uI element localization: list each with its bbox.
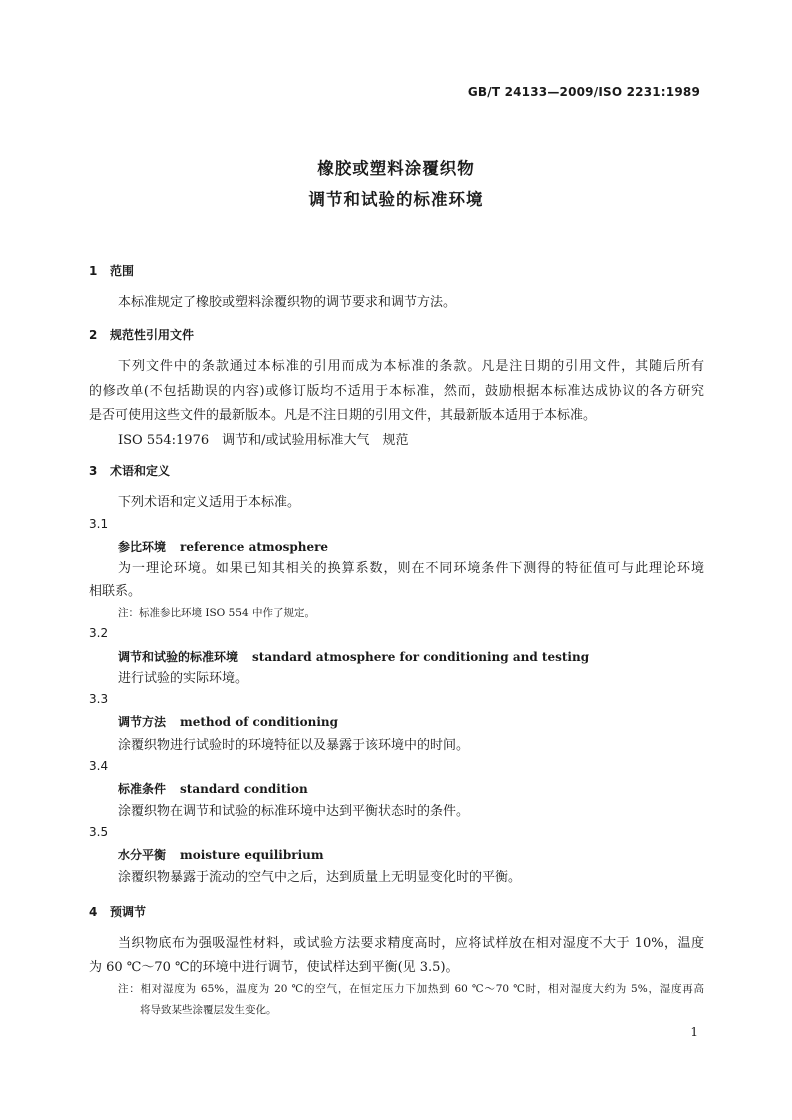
- section-2-para-line3: 是否可使用这些文件的最新版本。凡是不注日期的引用文件，其最新版本适用于本标准。: [89, 408, 597, 423]
- term-3-5: [118, 846, 324, 863]
- definition-3-1-line1: 为一理论环境。如果已知其相关的换算系数，则在不同环境条件下测得的特征值可与此理论环境: [118, 561, 704, 576]
- normative-reference: ISO 554:1976 调节和/或试验用标准大气 规范: [118, 433, 409, 448]
- section-number: 1: [89, 264, 98, 278]
- definition-3-2: 进行试验的实际环境。: [118, 671, 249, 686]
- document-title-line1: 橡胶或塑料涂覆织物: [317, 159, 475, 178]
- section-number: 3: [89, 464, 98, 478]
- section-title: 术语和定义: [110, 464, 171, 478]
- term-en: method of conditioning: [180, 715, 339, 729]
- section-number: 4: [89, 905, 98, 919]
- clause-number-3-1: 3.1: [89, 517, 109, 531]
- note-3-1: 注：标准参比环境 ISO 554 中作了规定。: [118, 607, 316, 619]
- standard-code-header: GB/T 24133—2009/ISO 2231:1989: [467, 85, 700, 99]
- term-zh: 参比环境: [118, 540, 167, 554]
- clause-number-3-2: 3.2: [89, 626, 109, 640]
- section-3-heading: [89, 462, 170, 479]
- section-4-note-line2: 将导致某些涂覆层发生变化。: [140, 1004, 277, 1016]
- clause-number-3-5: 3.5: [89, 825, 109, 839]
- page-number: 1: [690, 1025, 698, 1039]
- term-3-2: [118, 648, 589, 665]
- term-zh: 调节和试验的标准环境: [118, 650, 239, 664]
- term-en: moisture equilibrium: [180, 848, 324, 862]
- section-3-intro: 下列术语和定义适用于本标准。: [118, 495, 301, 510]
- section-number: 2: [89, 328, 98, 342]
- section-1-text: 本标准规定了橡胶或塑料涂覆织物的调节要求和调节方法。: [118, 295, 457, 310]
- term-en: standard condition: [180, 782, 308, 796]
- section-4-para-line2: 为 60 ℃～70 ℃的环境中进行调节，使试样达到平衡(见 3.5)。: [89, 960, 459, 975]
- section-title: 规范性引用文件: [110, 328, 195, 342]
- section-2-heading: [89, 326, 194, 343]
- definition-3-5: 涂覆织物暴露于流动的空气中之后，达到质量上无明显变化时的平衡。: [118, 870, 522, 885]
- section-4-para-line1: 当织物底布为强吸湿性材料，或试验方法要求精度高时，应将试样放在相对湿度不大于 10%，温度: [118, 936, 704, 951]
- term-zh: 标准条件: [118, 782, 167, 796]
- section-2-para-line2: 的修改单(不包括勘误的内容)或修订版均不适用于本标准，然而，鼓励根据本标准达成协议的各方研究: [89, 384, 704, 399]
- section-2-para-line1: 下列文件中的条款通过本标准的引用而成为本标准的条款。凡是注日期的引用文件，其随后所有: [118, 359, 704, 374]
- definition-3-1-line2: 相联系。: [89, 584, 142, 599]
- term-3-4: [118, 780, 308, 797]
- definition-3-4: 涂覆织物在调节和试验的标准环境中达到平衡状态时的条件。: [118, 804, 470, 819]
- section-1-heading: [89, 262, 134, 279]
- clause-number-3-3: 3.3: [89, 692, 109, 706]
- term-zh: 水分平衡: [118, 848, 167, 862]
- term-zh: 调节方法: [118, 715, 167, 729]
- term-3-1: [118, 538, 328, 555]
- clause-number-3-4: 3.4: [89, 759, 109, 773]
- term-en: reference atmosphere: [180, 540, 329, 554]
- section-4-heading: [89, 903, 146, 920]
- section-title: 预调节: [110, 905, 147, 919]
- section-title: 范围: [110, 264, 135, 278]
- definition-3-3: 涂覆织物进行试验时的环境特征以及暴露于该环境中的时间。: [118, 738, 470, 753]
- section-4-note-line1: 注：相对湿度为 65%，温度为 20 ℃的空气，在恒定压力下加热到 60 ℃～70 ℃时，相对湿度大约为 5%，湿度再高: [118, 983, 704, 995]
- term-en: standard atmosphere for conditioning and testing: [252, 650, 590, 664]
- term-3-3: [118, 713, 338, 730]
- document-title-line2: 调节和试验的标准环境: [308, 190, 484, 209]
